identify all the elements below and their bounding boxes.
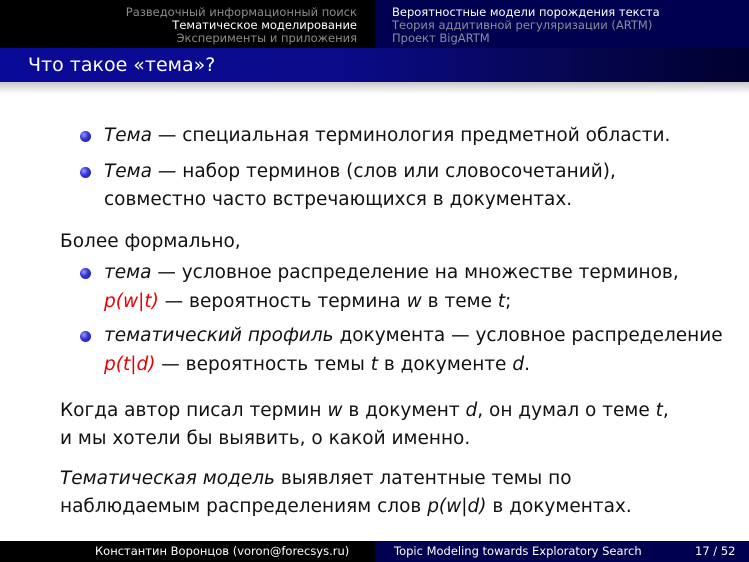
footer-author-box bbox=[0, 541, 375, 562]
math-var: w bbox=[406, 291, 422, 312]
bullet-topic-terms-set bbox=[104, 161, 616, 183]
footer-bar bbox=[0, 541, 749, 562]
term-tema: Тема bbox=[104, 161, 152, 182]
paragraph-topic-model bbox=[60, 468, 572, 490]
bullet-continuation: совместно часто встречающихся в документах. bbox=[104, 189, 573, 210]
frame-title-bar bbox=[0, 48, 749, 82]
page-number: 17 / 52 bbox=[695, 544, 736, 558]
term-topic-profile: тематический профиль bbox=[104, 325, 334, 346]
formal-intro: Более формально, bbox=[60, 231, 241, 252]
bullet-text: — специальная терминология предметной области. bbox=[151, 125, 671, 146]
paragraph-text: , он думал о теме bbox=[477, 400, 656, 421]
bullet-text: — условное распределение на множестве терминов, bbox=[151, 262, 679, 283]
nav-subsection-artm[interactable]: Теория аддитивной регуляризации (ARTM) bbox=[392, 18, 653, 32]
bullet-text: — набор терминов (слов или словосочетаний), bbox=[151, 161, 616, 182]
math-var: t bbox=[497, 291, 506, 312]
bullet-continuation bbox=[104, 291, 511, 313]
bullet-text: — вероятность термина bbox=[158, 291, 407, 312]
math-var: t bbox=[370, 354, 378, 375]
paragraph-author bbox=[60, 400, 669, 422]
section-navigation bbox=[0, 0, 375, 48]
bullet-topic-terminology bbox=[104, 125, 670, 147]
footer-talk-box bbox=[375, 541, 749, 562]
math-var: w bbox=[327, 400, 343, 421]
bullet-text: . bbox=[524, 354, 530, 375]
paragraph-continuation bbox=[60, 496, 632, 518]
math-var: t bbox=[655, 400, 663, 421]
nav-subsection-probabilistic-models[interactable]: Вероятностные модели порождения текста bbox=[392, 5, 660, 19]
bullet-continuation bbox=[104, 354, 530, 376]
paragraph-continuation: и мы хотели бы выявить, о какой именно. bbox=[60, 428, 471, 449]
bullet-text: в теме bbox=[421, 291, 498, 312]
paragraph-text: Когда автор писал термин bbox=[60, 400, 328, 421]
math-var: d bbox=[465, 400, 478, 421]
math-var: d bbox=[512, 354, 525, 375]
bullet-text: в документе bbox=[377, 354, 513, 375]
paragraph-text: в документах. bbox=[486, 496, 632, 517]
bullet-text: ; bbox=[505, 291, 512, 312]
bullet-icon bbox=[80, 167, 91, 178]
formula-p-w-d: p(w|d) bbox=[427, 496, 487, 517]
formula-p-t-d: p(t|d) bbox=[104, 354, 156, 375]
formula-p-w-t: p(w|t) bbox=[104, 291, 159, 312]
nav-subsection-bigartm[interactable]: Проект BigARTM bbox=[392, 31, 490, 45]
bullet-text: — вероятность темы bbox=[155, 354, 371, 375]
paragraph-text: наблюдаемым распределениям слов bbox=[60, 496, 428, 517]
term-topic-model: Тематическая модель bbox=[60, 468, 275, 489]
nav-section-experiments[interactable]: Эксперименты и приложения bbox=[176, 31, 357, 45]
footer-author: Константин Воронцов (voron@forecsys.ru) bbox=[95, 544, 350, 558]
footer-talk-title: Topic Modeling towards Exploratory Search bbox=[394, 544, 642, 558]
bullet-icon bbox=[80, 131, 91, 142]
paragraph-text: , bbox=[662, 400, 669, 421]
paragraph-text: выявляет латентные темы по bbox=[274, 468, 572, 489]
nav-section-exploratory-search[interactable]: Разведочный информационный поиск bbox=[125, 5, 357, 19]
frame-title: Что такое «тема»? bbox=[28, 54, 216, 76]
subsection-navigation bbox=[375, 0, 749, 48]
bullet-icon bbox=[80, 331, 91, 342]
nav-section-topic-modeling[interactable]: Тематическое моделирование bbox=[172, 18, 357, 32]
bullet-text: документа — условное распределение bbox=[333, 325, 723, 346]
term-tema: Тема bbox=[104, 125, 152, 146]
bullet-icon bbox=[80, 268, 91, 279]
paragraph-text: в документ bbox=[342, 400, 466, 421]
bullet-topic-profile bbox=[104, 325, 723, 347]
header-navigation bbox=[0, 0, 749, 48]
term-tema: тема bbox=[104, 262, 152, 283]
bullet-topic-distribution bbox=[104, 262, 679, 284]
title-shadow bbox=[0, 82, 749, 94]
